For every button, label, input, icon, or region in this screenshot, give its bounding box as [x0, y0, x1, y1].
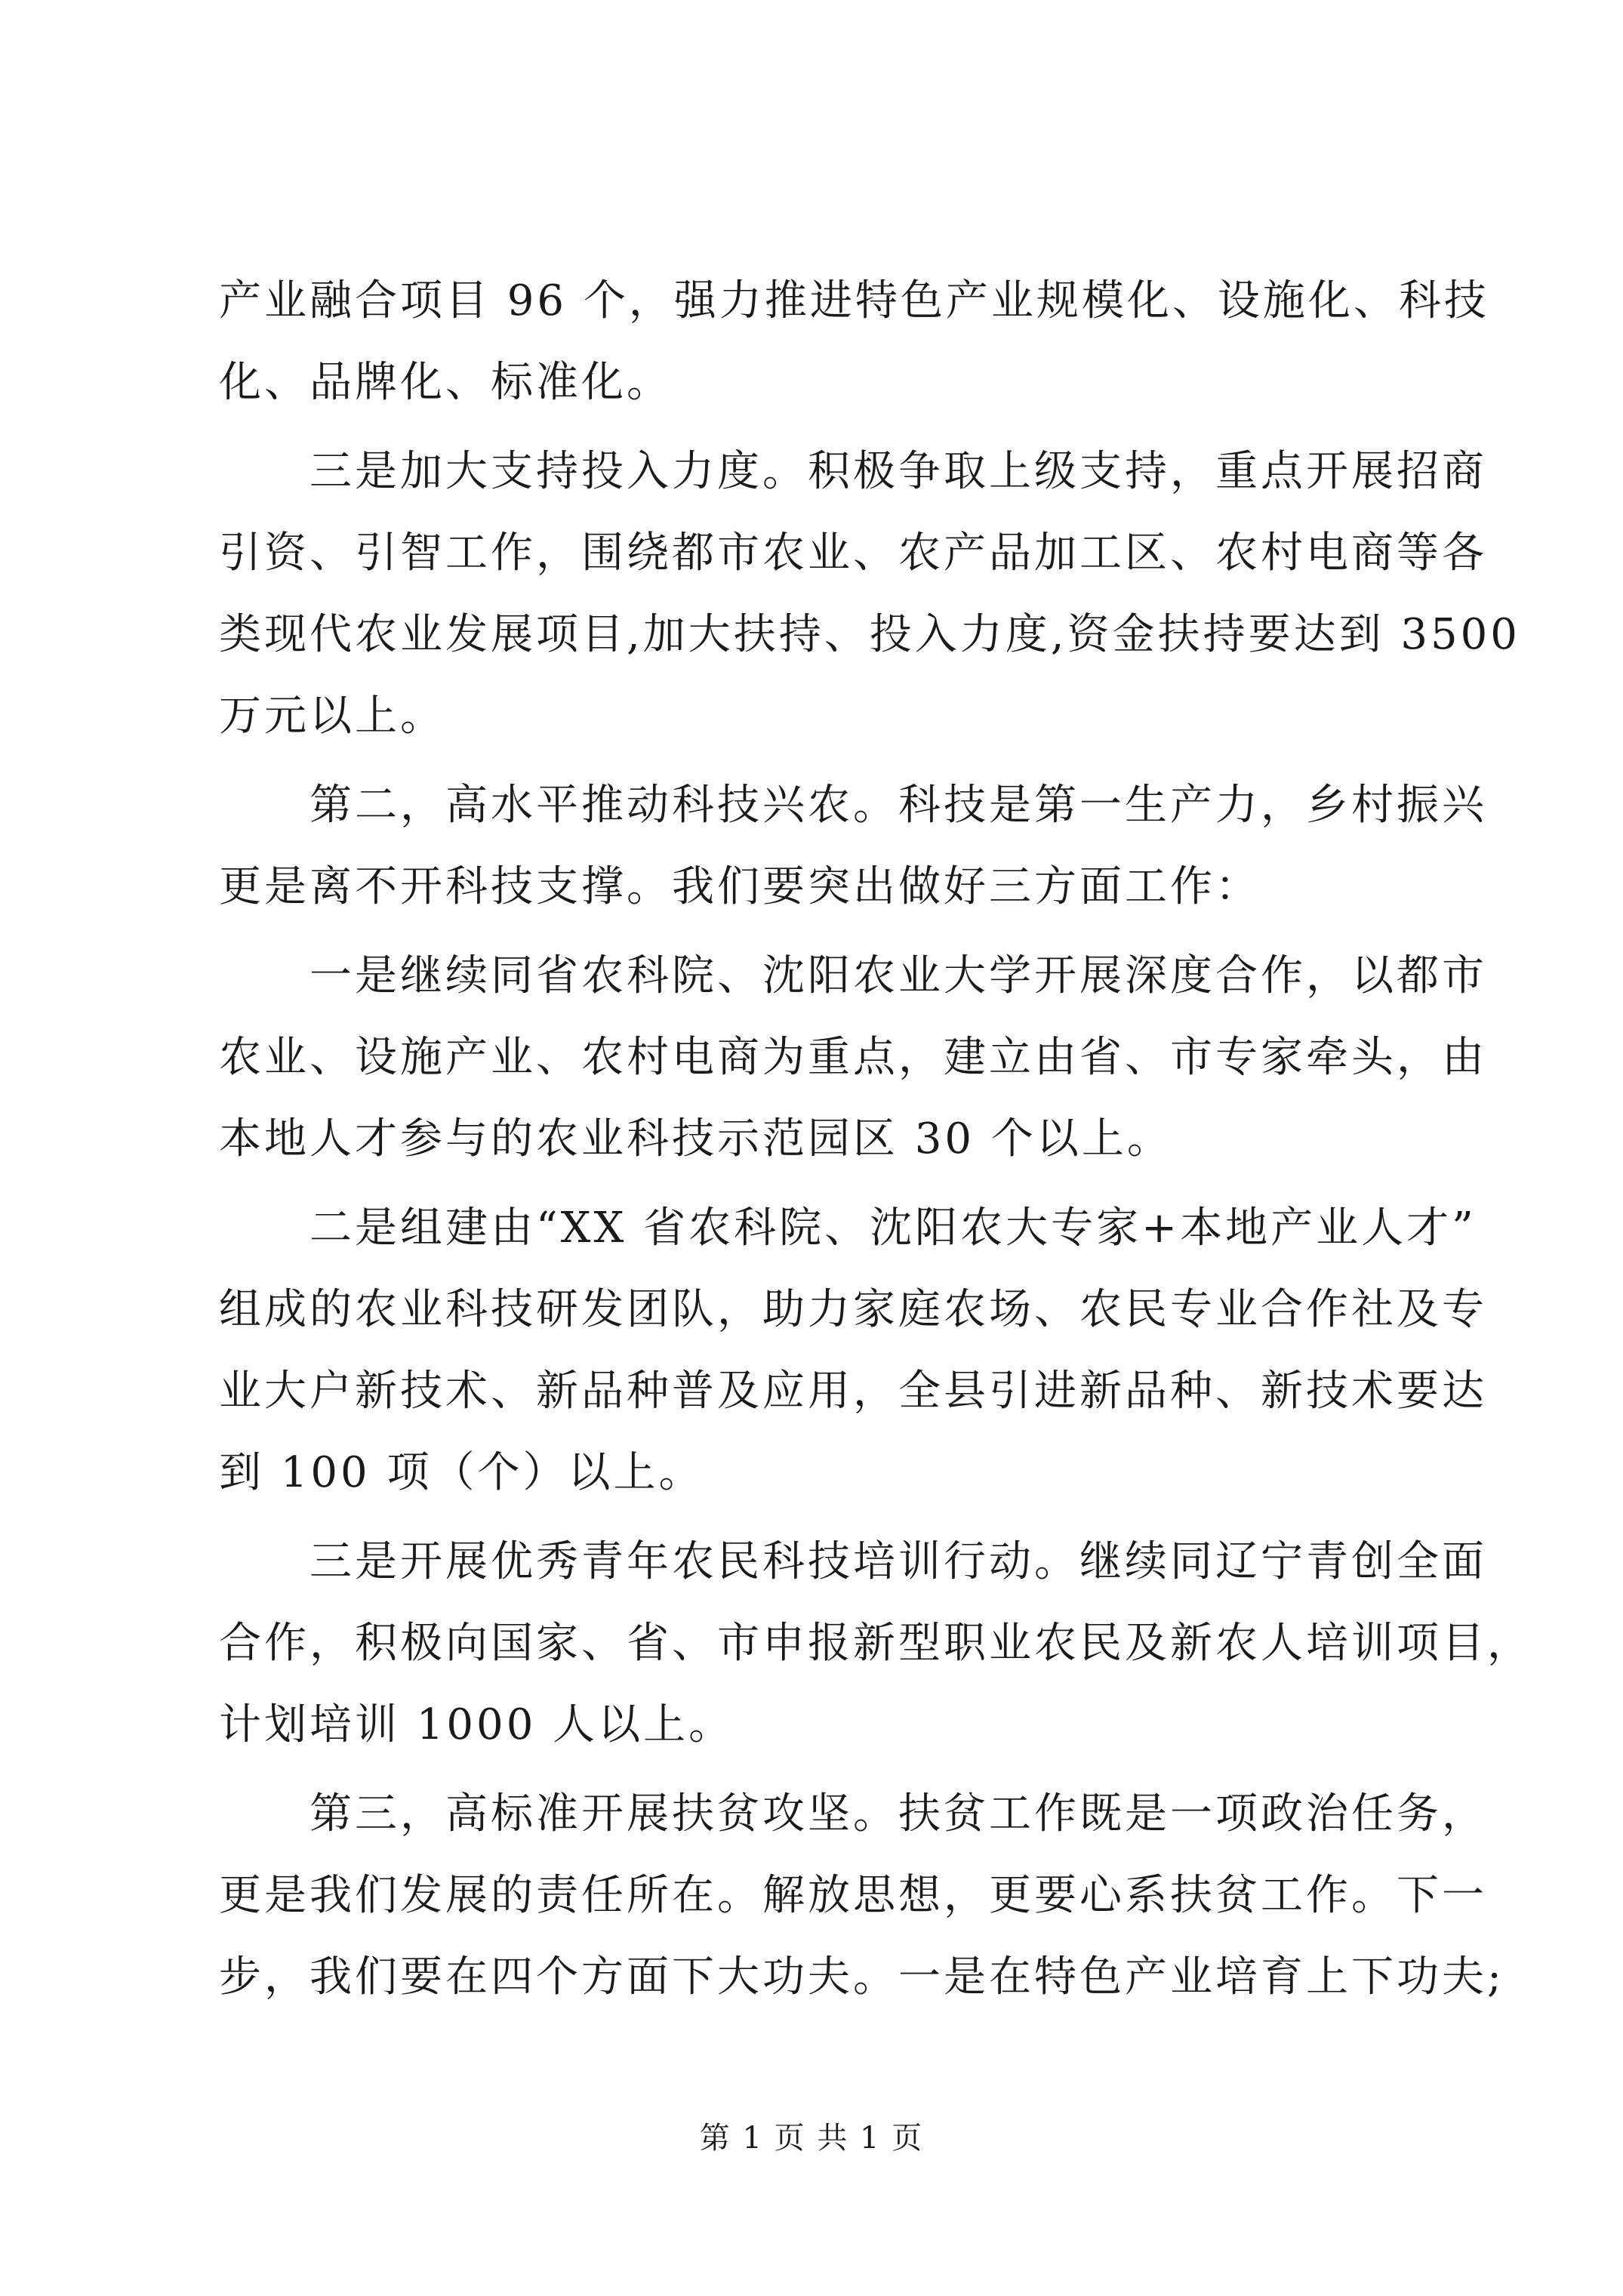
text-line: 引资、引智工作，围绕都市农业、农产品加工区、农村电商等各: [219, 529, 1487, 578]
paragraph: [219, 260, 1489, 424]
text-line: 业大户新技术、新品种普及应用，全县引进新品种、新技术要达: [219, 1367, 1487, 1416]
text-line: 第二，高水平推动科技兴农。科技是第一生产力，乡村振兴: [219, 781, 1487, 830]
paragraph: [219, 1774, 1504, 2018]
text-line: 更是离不开科技支撑。我们要突出做好三方面工作：: [219, 862, 1261, 911]
text-line: 三是开展优秀青年农民科技培训行动。继续同辽宁青创全面: [219, 1537, 1487, 1586]
text-line: 计划培训 1000 人以上。: [219, 1700, 735, 1749]
text-line: 一是继续同省农科院、沈阳农业大学开展深度合作，以都市: [219, 951, 1487, 1000]
text-line: 第三，高标准开展扶贫攻坚。扶贫工作既是一项政治任务，: [219, 1789, 1487, 1838]
paragraph: [219, 431, 1520, 757]
text-line: 万元以上。: [219, 692, 445, 741]
text-line: 合作，积极向国家、省、市申报新型职业农民及新农人培训项目，: [219, 1619, 1532, 1668]
paragraph: [219, 765, 1487, 928]
text-line: 化、品牌化、标准化。: [219, 358, 672, 407]
page-number-footer: 第 1 页 共 1 页: [699, 2121, 924, 2156]
text-line: 组成的农业科技研发团队，助力家庭农场、农民专业合作社及专: [219, 1285, 1487, 1334]
text-line: 二是组建由“XX 省农科院、沈阳农大专家+本地产业人才”: [219, 1203, 1477, 1253]
text-line: 三是加大支持投入力度。积极争取上级支持，重点开展招商: [219, 447, 1487, 496]
text-line: 步，我们要在四个方面下大功夫。一是在特色产业培育上下功夫;: [219, 1952, 1504, 2002]
paragraph: [219, 1188, 1487, 1514]
text-line: 类现代农业发展项目,加大扶持、投入力度,资金扶持要达到 3500: [219, 610, 1520, 659]
paragraph: [219, 935, 1487, 1180]
text-line: 本地人才参与的农业科技示范园区 30 个以上。: [219, 1114, 1172, 1163]
text-line: 农业、设施产业、农村电商为重点，建立由省、市专家牵头，由: [219, 1033, 1487, 1082]
text-line: 到 100 项（个）以上。: [219, 1448, 704, 1497]
paragraph: [219, 1521, 1532, 1766]
text-line: 产业融合项目 96 个，强力推进特色产业规模化、设施化、科技: [219, 276, 1489, 325]
text-line: 更是我们发展的责任所在。解放思想，更要心系扶贫工作。下一: [219, 1871, 1487, 1920]
document-body: [219, 260, 1532, 2018]
